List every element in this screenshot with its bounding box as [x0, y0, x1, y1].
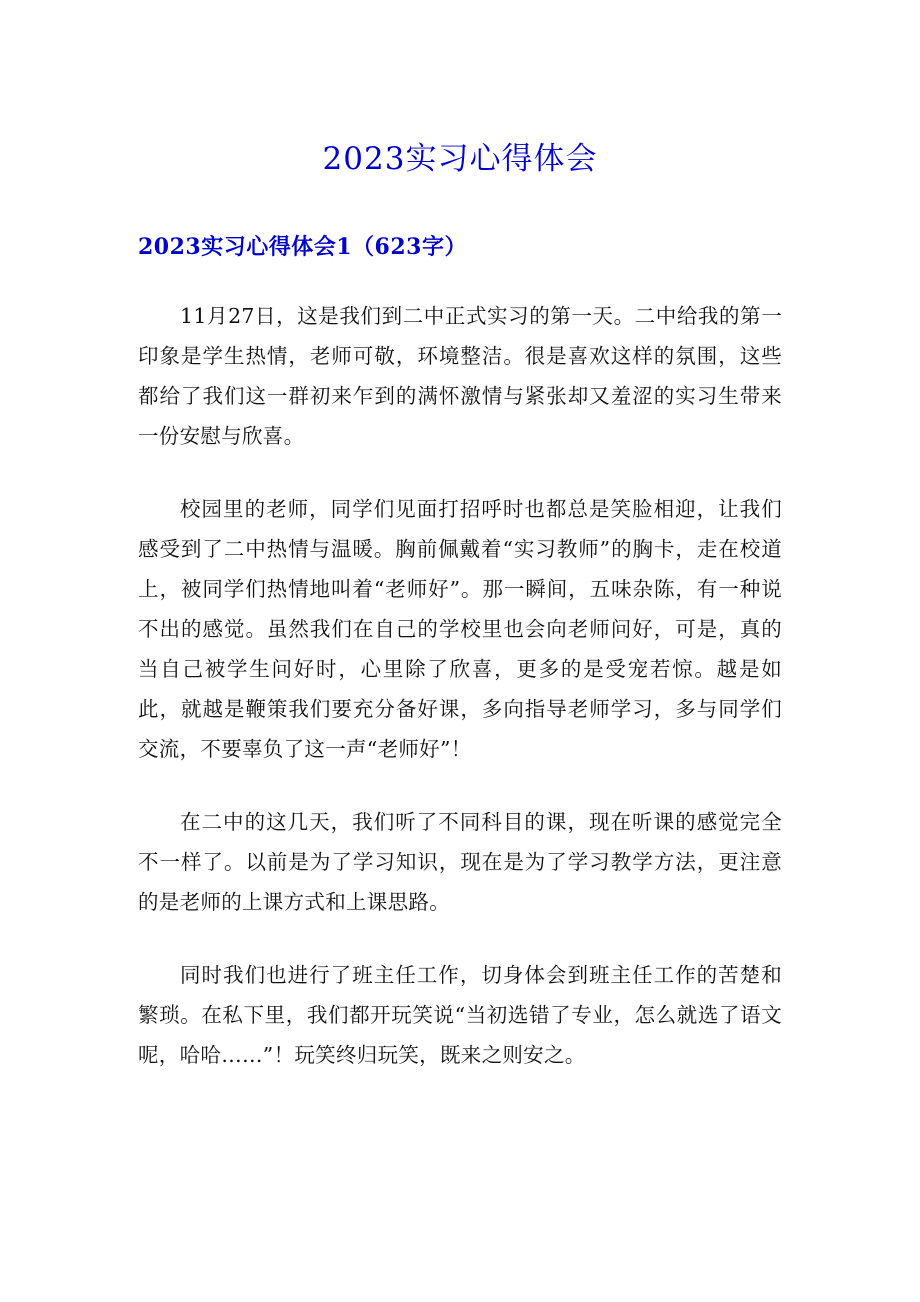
paragraph-4: 同时我们也进行了班主任工作，切身体会到班主任工作的苦楚和繁琐。在私下里，我们都开玩笑说“当初选错了专业，怎么就选了语文呢，哈哈……”！玩笑终归玩笑，既来之则安之。: [138, 963, 782, 1067]
paragraph-1: 11月27日，这是我们到二中正式实习的第一天。二中给我的第一印象是学生热情，老师可敬，环境整洁。很是喜欢这样的氛围，这些都给了我们这一群初来乍到的满怀激情与紧张却又羞涩的实习生带来一份安慰与欣喜。: [138, 304, 782, 448]
paragraph-2: 校园里的老师，同学们见面打招呼时也都总是笑脸相迎，让我们感受到了二中热情与温暖。胸前佩戴着“实习教师”的胸卡，走在校道上，被同学们热情地叫着“老师好”。那一瞬间，五味杂陈，有一种说不出的感觉。虽然我们在自己的学校里也会向老师问好，可是，真的当自己被学生问好时，心里除了欣喜，更多的是受宠若惊。越是如此，就越是鞭策我们要充分备好课，多向指导老师学习，多与同学们交流，不要辜负了这一声“老师好”！: [138, 497, 782, 761]
document-title: 2023实习心得体会: [322, 141, 598, 177]
document-body: [138, 296, 782, 1108]
section-heading: 2023实习心得体会1（623字）: [138, 234, 467, 260]
paragraph-3: 在二中的这几天，我们听了不同科目的课，现在听课的感觉完全不一样了。以前是为了学习知识，现在是为了学习教学方法，更注意的是老师的上课方式和上课思路。: [138, 810, 782, 914]
